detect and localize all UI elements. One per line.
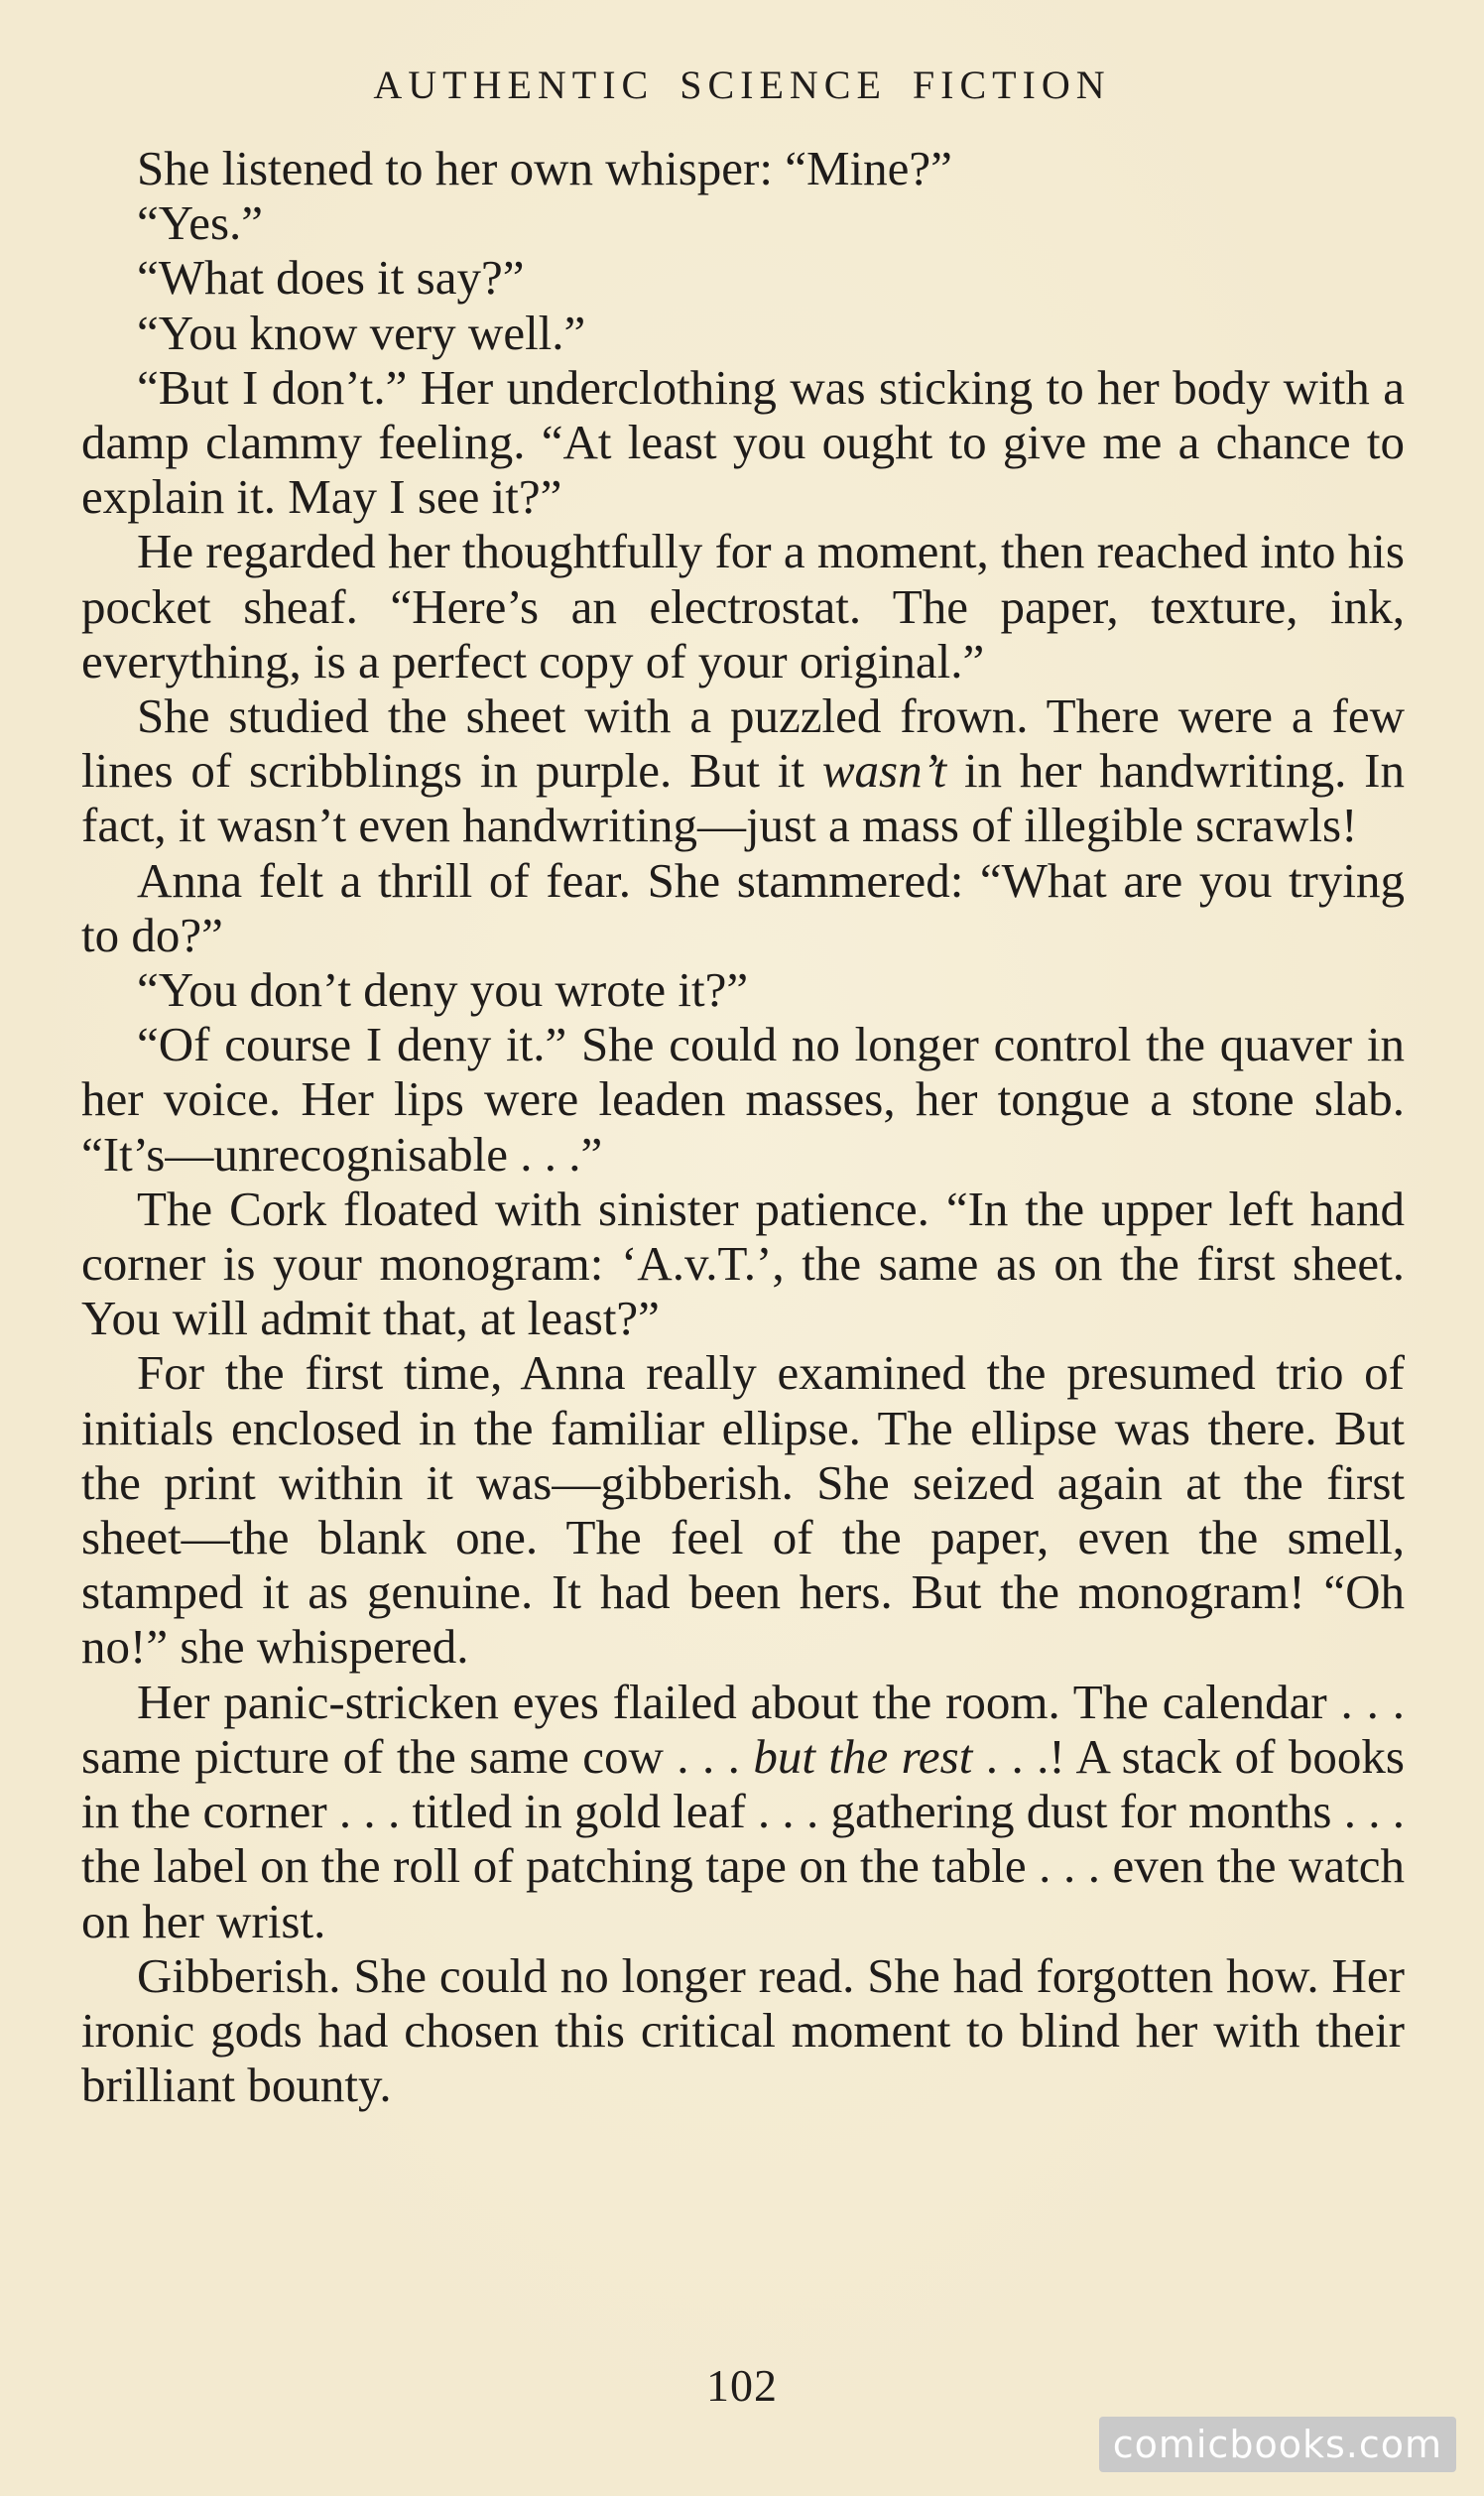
paragraph: Gibberish. She could no longer read. She had forgotten how. Her ironic gods had chosen this critical moment to blind her with their brilliant bounty.	[81, 1947, 1405, 2113]
paragraph-segment: in her handwriting. In fact, it wasn’t even handwriting—just a mass of illegible scrawls!	[81, 743, 1405, 853]
paragraph: For the first time, Anna really examined the presumed trio of initials enclosed in the familiar ellipse. The ellipse was there. But the print within it was—gibberish. She seized again at the first sheet—the blank one. The feel of the paper, even the smell, stamped it as genuine. It had been hers. But the monogram! “Oh no!” she whispered.	[81, 1345, 1405, 1675]
italic-emphasis: wasn’t	[821, 743, 947, 799]
paragraph-segment: . . .! A stack of books in the corner . . . titled in gold leaf . . . gathering dust for months . . . the label on the roll of patching tape on the table . . . even the watch on her wrist.	[81, 1728, 1405, 1948]
italic-emphasis: but the rest	[753, 1728, 973, 1784]
paragraph: “What does it say?”	[137, 250, 525, 306]
paragraph: “You don’t deny you wrote it?”	[137, 962, 749, 1018]
paragraph: “You know very well.”	[137, 305, 586, 360]
paragraph-segment: She studied the sheet with a puzzled frown. There were a few lines of scribblings in purple. But it	[81, 688, 1405, 799]
running-head: AUTHENTIC SCIENCE FICTION	[373, 62, 1111, 107]
paragraph	[81, 1675, 1405, 1948]
watermark: comicbooks.com	[1099, 2417, 1456, 2472]
paragraph-segment: Her panic-stricken eyes flailed about the room. The calendar . . . same picture of the same cow . . .	[81, 1674, 1405, 1784]
paragraph: “Of course I deny it.” She could no longer control the quaver in her voice. Her lips were leaden masses, her tongue a stone slab. “It’s—unrecognisable . . .”	[81, 1017, 1405, 1182]
body-text	[81, 141, 1405, 2112]
paragraph: She listened to her own whisper: “Mine?”	[137, 141, 952, 195]
paragraph: “Yes.”	[137, 195, 264, 251]
paragraph	[81, 688, 1405, 853]
paragraph: He regarded her thoughtfully for a moment, then reached into his pocket sheaf. “Here’s an electrostat. The paper, texture, ink, everything, is a perfect copy of your original.”	[81, 524, 1405, 688]
paragraph: The Cork floated with sinister patience. “In the upper left hand corner is your monogram: ‘A.v.T.’, the same as on the first sheet. You will admit that, at least?”	[81, 1181, 1405, 1346]
paragraph: “But I don’t.” Her underclothing was sticking to her body with a damp clammy feeling. “At least you ought to give me a chance to explain it. May I see it?”	[81, 359, 1405, 525]
page-number: 102	[706, 2360, 778, 2411]
paragraph: Anna felt a thrill of fear. She stammered: “What are you trying to do?”	[81, 852, 1405, 962]
